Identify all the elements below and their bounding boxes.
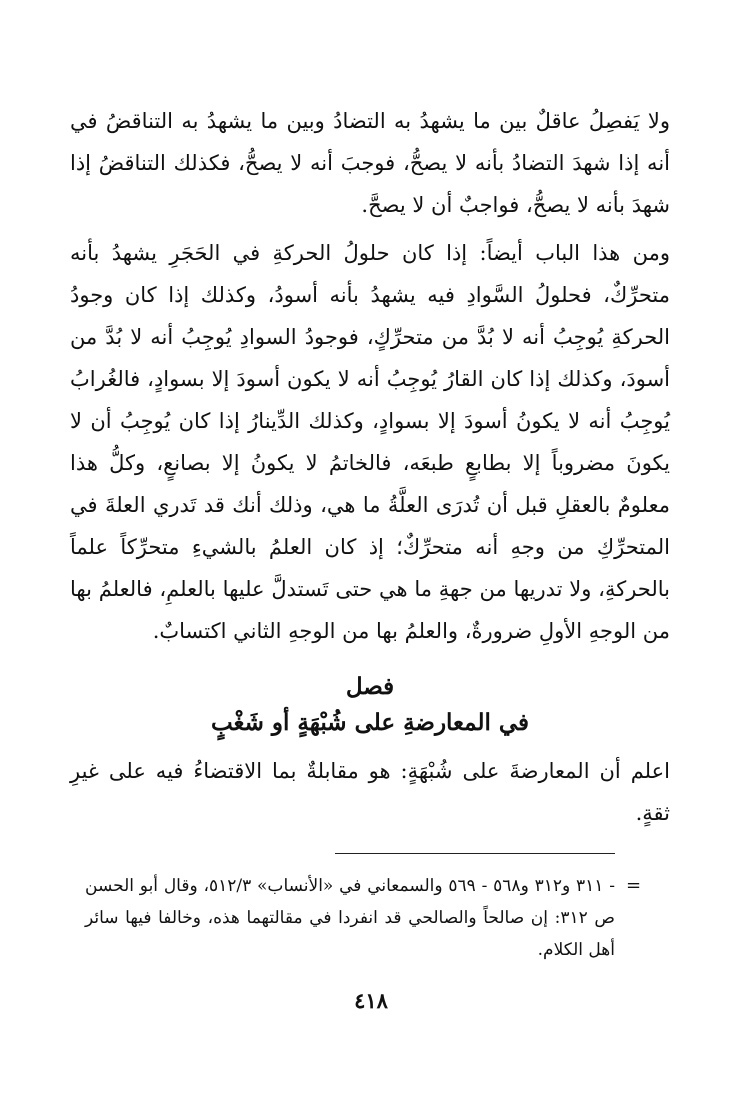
paragraph-3: اعلم أن المعارضةَ على شُبْهَةٍ: هو مقابلةٌ بما الاقتضاءُ فيه على غيرِ ثقةٍ. [70, 759, 670, 825]
footnote-divider [335, 853, 615, 854]
paragraph-1: ولا يَفصِلُ عاقلٌ بين ما يشهدُ به التضادُ وبين ما يشهدُ به التناقضُ في أنه إذا شهدَ التضادُ بأنه لا يصحُّ، فوجبَ أنه لا يصحُّ، فكذلك التناقضُ إذا شهدَ بأنه لا يصحُّ، فواجبٌ أن لا يصحَّ. [70, 109, 670, 217]
paragraph-2: ومن هذا الباب أيضاً: إذا كان حلولُ الحركةِ في الحَجَرِ يشهدُ بأنه متحرِّكٌ، فحلولُ السَّوادِ فيه يشهدُ بأنه أسودُ، وكذلك إذا كان وجودُ الحركةِ يُوجِبُ أنه لا بُدَّ من متحرِّكٍ، فوجودُ السوادِ يُوجِبُ أنه لا بُدَّ من أسودَ، وكذلك إذا كان القارُ يُوجِبُ أنه لا يكون أسودَ إلا بسوادٍ، فالغُرابُ يُوجِبُ أنه لا يكونُ أسودَ إلا بسوادٍ، وكذلك الدِّينارُ إذا كان يُوجِبُ أن لا يكونَ مضروباً إلا بطابعٍ طبعَه، فالخاتمُ لا يكونُ إلا بصانعٍ، وكلُّ هذا معلومٌ بالعقلِ قبل أن تُدرَى العلَّةُ ما هي، وذلك أنك قد تَدري العلةَ في المتحرِّكِ من وجهِ أنه متحرِّكٌ؛ إذ كان العلمُ بالشيءِ متحرِّكاً علماً بالحركةِ، ولا تدريها من جهةِ ما هي حتى تَستدلَّ عليها بالعلمِ، فالعلمُ بها من الوجهِ الأولِ ضرورةٌ، والعلمُ بها من الوجهِ الثاني اكتسابٌ. [70, 241, 670, 643]
page-number: ٤١٨ [354, 988, 388, 1013]
section-heading: فصل [345, 673, 395, 700]
section-subheading: في المعارضةِ على شُبْهَةٍ أو شَغْبٍ [210, 709, 530, 736]
footnote-continuation-marker: = [626, 875, 642, 896]
footnote-text: - ٣١١ و٣١٢ و٥٦٨ - ٥٦٩ والسمعاني في «الأنساب» ٥١٢/٣، وقال أبو الحسن ص ٣١٢: إن صالحاً والصالحي قد انفردا في مقالتهما هذه، وخالفا فيها سائر أهل الكلام. [85, 876, 615, 960]
